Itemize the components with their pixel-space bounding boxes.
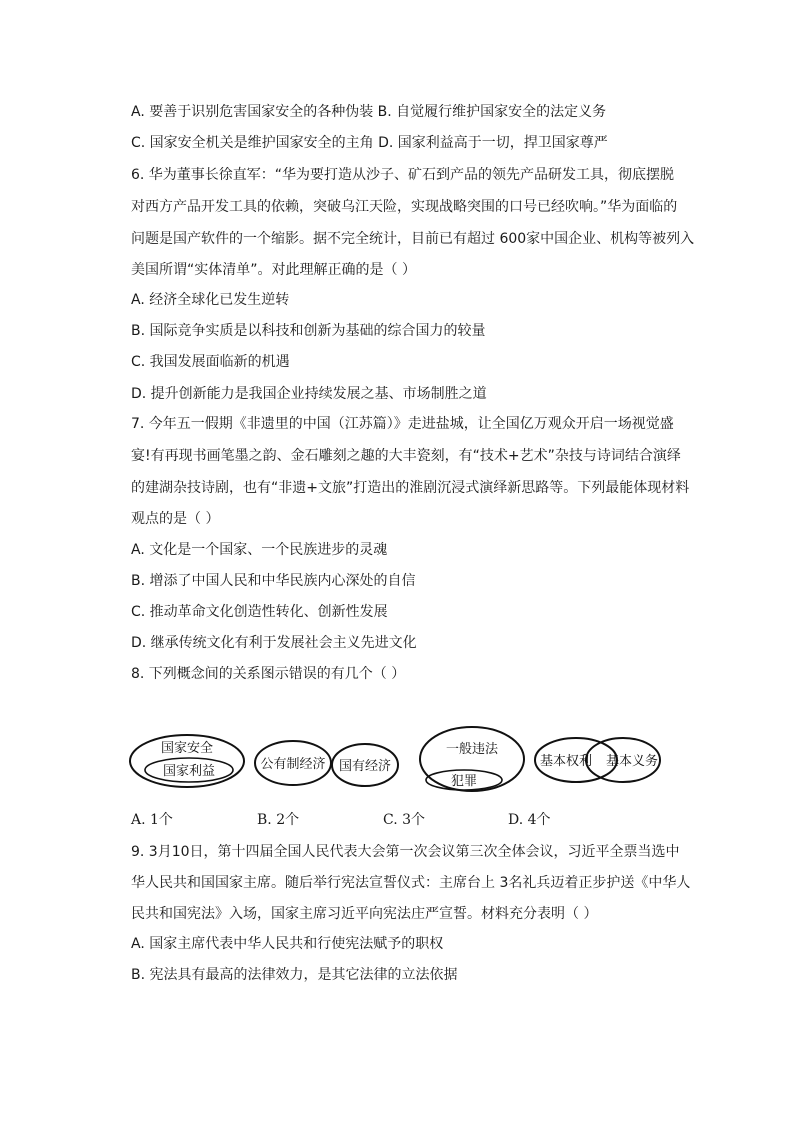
option-9b: B. 宪法具有最高的法律效力，是其它法律的立法依据 [131, 967, 458, 983]
diagram-2-left-label: 公有制经济 [260, 757, 326, 772]
question-6-line-1: 6. 华为董事长徐直军：“华为要打造从沙子、矿石到产品的领先产品研发工具，彻底摆脱 [131, 167, 675, 183]
option-5a-5b: A. 要善于识别危害国家安全的各种伪装 B. 自觉履行维护国家安全的法定义务 [131, 104, 607, 120]
diagram-3-inner-label: 犯罪 [450, 774, 478, 789]
question-7-line-4: 观点的是（ ） [131, 511, 220, 527]
option-5c-5d: C. 国家安全机关是维护国家安全的主角 D. 国家利益高于一切，捍卫国家尊严 [131, 135, 608, 151]
diagram-1 [130, 735, 244, 787]
question-6-line-3: 问题是国产软件的一个缩影。据不完全统计，目前已有超过 600家中国企业、机构等被列入 [131, 231, 695, 247]
option-7c: C. 推动革命文化创造性转化、创新性发展 [131, 604, 388, 620]
diagram-3 [420, 727, 524, 791]
concept-diagrams [126, 725, 666, 795]
question-6-line-4: 美国所谓“实体清单”。对此理解正确的是（ ） [131, 262, 416, 278]
option-7b: B. 增添了中国人民和中华民族内心深处的自信 [131, 573, 416, 589]
option-8d: D. 4个 [508, 812, 551, 828]
option-8a: A. 1个 [131, 812, 173, 828]
question-9-line-2: 华人民共和国国家主席。随后举行宪法宣誓仪式：主席台上 3名礼兵迈着正步护送《中华人 [131, 875, 691, 891]
diagram-4-right-label: 基本义务 [605, 754, 659, 769]
question-6-line-2: 对西方产品开发工具的依赖，突破乌江天险，实现战略突围的口号已经吹响。”华为面临的 [131, 199, 678, 215]
diagram-1-outer-label: 国家安全 [160, 741, 214, 756]
diagram-4-left-label: 基本权利 [539, 754, 593, 769]
option-7d: D. 继承传统文化有利于发展社会主义先进文化 [131, 635, 417, 651]
option-7a: A. 文化是一个国家、一个民族进步的灵魂 [131, 542, 388, 558]
question-7-line-2: 宴!有再现书画笔墨之韵、金石雕刻之趣的大丰瓷刻，有“技术+艺术”杂技与诗词结合演绎 [131, 448, 681, 464]
option-6c: C. 我国发展面临新的机遇 [131, 354, 290, 370]
diagram-2 [255, 741, 398, 786]
question-8: 8. 下列概念间的关系图示错误的有几个（ ） [131, 666, 406, 682]
diagram-4 [535, 738, 660, 782]
option-6d: D. 提升创新能力是我国企业持续发展之基、市场制胜之道 [131, 386, 487, 402]
diagram-2-right-label: 国有经济 [338, 759, 392, 774]
question-7-line-3: 的建湖杂技诗剧，也有“非遗+文旅”打造出的淮剧沉浸式演绎新思路等。下列最能体现材料 [131, 480, 690, 496]
option-6a: A. 经济全球化已发生逆转 [131, 292, 290, 308]
diagram-3-outer-label: 一般违法 [445, 742, 499, 757]
option-6b: B. 国际竞争实质是以科技和创新为基础的综合国力的较量 [131, 323, 486, 339]
concept-diagrams-svg [126, 725, 666, 795]
option-8b: B. 2个 [257, 812, 300, 828]
question-9-line-1: 9. 3月10日，第十四届全国人民代表大会第一次会议第三次全体会议，习近平全票当选中 [131, 844, 680, 860]
diagram-1-inner-label: 国家利益 [162, 764, 216, 779]
question-7-line-1: 7. 今年五一假期《非遗里的中国（江苏篇）》走进盐城，让全国亿万观众开启一场视觉盛 [131, 416, 674, 432]
option-9a: A. 国家主席代表中华人民共和行使宪法赋予的职权 [131, 936, 444, 952]
question-9-line-3: 民共和国宪法》入场，国家主席习近平向宪法庄严宣誓。材料充分表明（ ） [131, 906, 598, 922]
option-8c: C. 3个 [383, 812, 426, 828]
